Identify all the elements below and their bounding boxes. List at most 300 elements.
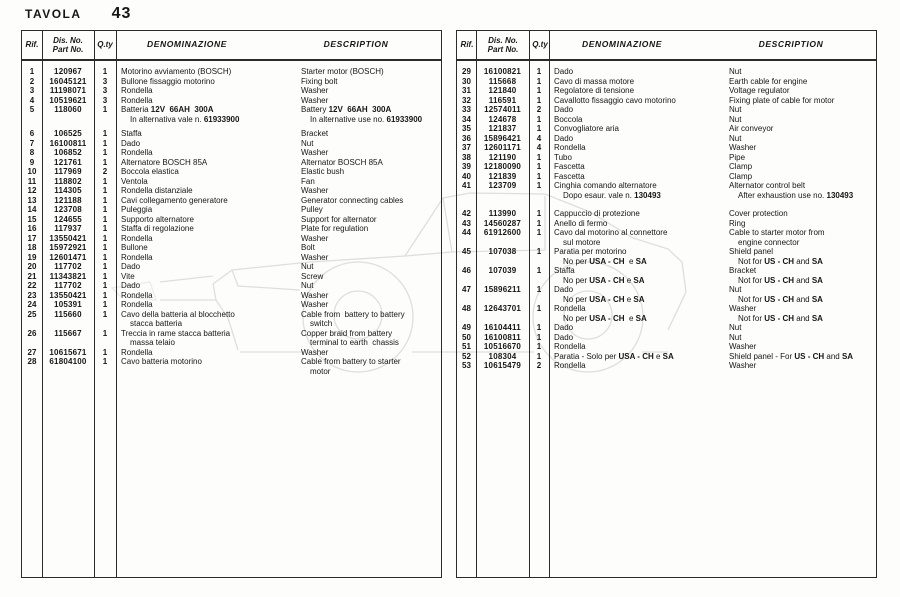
qty-cell: 1 (102, 129, 108, 138)
denominazione-cell (549, 96, 724, 106)
denominazione-cell (116, 177, 296, 187)
description-cell (296, 234, 441, 244)
description-cell (296, 215, 441, 225)
qty-cell: 1 (102, 243, 108, 252)
denominazione-cell (116, 96, 296, 106)
table-row (22, 105, 441, 124)
denominazione-line: In alternativa vale n. 61933900 (130, 114, 240, 124)
qty-cell: 1 (102, 205, 108, 214)
qty-cell: 1 (536, 171, 542, 181)
denominazione-line: Dado (554, 285, 574, 294)
denominazione-line: Bullone fissaggio motorino (121, 76, 215, 86)
ref-cell: 47 (462, 285, 471, 294)
table-row (22, 357, 441, 376)
denominazione-cell (549, 124, 724, 134)
denominazione-line: massa telaio (130, 338, 175, 347)
ref-cell: 49 (462, 323, 471, 332)
row-text (549, 86, 876, 96)
header-part-no-line: Part No. (487, 45, 519, 54)
ref-cell: 13 (27, 195, 37, 205)
denominazione-line: Dado (554, 133, 574, 143)
part-no-cell: 117937 (54, 224, 82, 233)
description-line: Nut (729, 323, 742, 332)
header-dis-no-line: Dis. No. (488, 36, 518, 45)
denominazione-line: Cinghia comando alternatore (554, 181, 657, 190)
ref-cell: 31 (462, 86, 471, 95)
description-line: Air conveyor (729, 124, 774, 133)
ref-cell: 9 (29, 157, 35, 167)
table-header-right (457, 31, 876, 61)
denominazione-line: Anello di fermo (554, 218, 608, 228)
part-no-cell: 124678 (488, 114, 517, 124)
qty-cell: 1 (102, 357, 108, 366)
part-no-cell: 10519621 (49, 95, 87, 105)
ref-cell: 24 (27, 300, 37, 309)
table-row (457, 124, 876, 134)
description-cell (296, 310, 441, 329)
description-line: Nut (729, 105, 742, 114)
table-row (457, 361, 876, 371)
table-row (457, 96, 876, 106)
description-cell (724, 304, 876, 323)
part-no-cell: 114305 (54, 186, 82, 195)
denominazione-cell (549, 219, 724, 229)
part-no-cell: 15972921 (49, 243, 87, 252)
table-row (22, 129, 441, 139)
denominazione-line: Tubo (554, 152, 572, 162)
denominazione-line: Paratia per motorino (554, 247, 627, 256)
part-no-cell: 123708 (54, 205, 82, 214)
denominazione-line: Rondella (121, 148, 153, 157)
denominazione-line: Cavo della batteria al blocchetto (121, 309, 235, 319)
part-no-cell: 117702 (54, 262, 82, 271)
qty-cell: 1 (102, 300, 108, 309)
part-no-cell: 121839 (488, 171, 517, 181)
denominazione-cell (549, 209, 724, 219)
row-text (116, 253, 441, 263)
description-cell (724, 153, 876, 163)
denominazione-cell (116, 357, 296, 367)
part-no-cell: 121837 (488, 124, 517, 133)
qty-cell: 2 (102, 167, 108, 176)
description-line: switch (310, 319, 333, 328)
ref-cell: 6 (29, 129, 35, 138)
description-cell (296, 167, 441, 177)
qty-cell: 4 (536, 133, 542, 143)
description-cell (296, 67, 441, 77)
row-text (549, 105, 876, 115)
denominazione-cell (116, 272, 296, 282)
description-line: Nut (729, 133, 742, 143)
denominazione-cell (549, 134, 724, 144)
qty-cell: 1 (536, 304, 542, 313)
description-cell (724, 181, 876, 200)
denominazione-cell (549, 105, 724, 115)
qty-cell: 2 (536, 361, 542, 370)
row-text (116, 177, 441, 187)
denominazione-line: Vite (121, 271, 135, 281)
denominazione-line: No per USA - CH e SA (563, 294, 645, 304)
denominazione-cell (116, 86, 296, 96)
description-cell (296, 96, 441, 106)
description-cell (724, 96, 876, 106)
denominazione-cell (116, 67, 296, 77)
row-text (116, 281, 441, 291)
table-row (22, 139, 441, 149)
part-no-cell: 105391 (54, 300, 82, 309)
ref-cell: 29 (462, 67, 471, 76)
ref-cell: 50 (462, 332, 471, 342)
part-no-cell: 61804100 (49, 357, 87, 366)
part-no-cell: 61912600 (483, 228, 522, 237)
row-text (116, 96, 441, 106)
description-cell (296, 329, 441, 348)
denominazione-cell (116, 129, 296, 139)
part-no-cell: 107038 (488, 247, 517, 256)
row-text (116, 196, 441, 206)
denominazione-cell (116, 186, 296, 196)
page-number: 43 (111, 5, 132, 22)
table-row (457, 342, 876, 352)
description-line: Elastic bush (301, 167, 345, 176)
denominazione-cell (549, 342, 724, 352)
denominazione-line: Dado (121, 138, 141, 148)
description-line: Nut (729, 285, 742, 294)
part-no-cell: 12180090 (483, 162, 522, 171)
description-cell (724, 228, 876, 247)
description-cell (296, 272, 441, 282)
denominazione-line: Alternatore BOSCH 85A (121, 157, 208, 167)
header-qty: Q.ty (532, 40, 548, 49)
description-cell (724, 134, 876, 144)
description-line: Copper braid from battery (301, 328, 393, 338)
description-line: Washer (301, 95, 329, 105)
qty-cell: 1 (536, 218, 542, 228)
denominazione-cell (549, 266, 724, 285)
denominazione-cell (116, 215, 296, 225)
description-line: Washer (301, 86, 329, 95)
qty-cell: 1 (102, 138, 108, 148)
description-line: Washer (729, 304, 757, 313)
description-line: Clamp (729, 171, 753, 181)
ref-cell: 15 (27, 214, 37, 224)
qty-cell: 1 (102, 309, 108, 319)
row-text (549, 124, 876, 134)
description-line: Nut (729, 332, 742, 342)
part-no-cell: 118060 (54, 105, 82, 114)
denominazione-line: Cavi collegamento generatore (121, 195, 228, 205)
denominazione-line: Dopo esaur. vale n. 130493 (563, 190, 661, 200)
denominazione-line: Batteria 12V 66AH 300A (121, 105, 214, 114)
description-line: Ring (729, 218, 746, 228)
row-text (116, 205, 441, 215)
denominazione-line: Rondella (121, 300, 153, 309)
qty-cell: 1 (102, 195, 108, 205)
denominazione-cell (116, 329, 296, 348)
denominazione-line: Regolatore di tensione (554, 86, 635, 95)
denominazione-cell (116, 253, 296, 263)
ref-cell: 25 (27, 309, 37, 319)
part-no-cell: 108304 (488, 351, 517, 361)
ref-cell: 22 (27, 281, 37, 290)
table-row (22, 281, 441, 291)
page-title: TAVOLA (25, 7, 82, 21)
qty-cell: 1 (536, 162, 542, 171)
ref-cell: 37 (462, 143, 471, 152)
part-no-cell: 16100811 (49, 138, 87, 148)
header-rif: Rif. (25, 40, 39, 49)
row-text (549, 247, 876, 266)
description-cell (724, 172, 876, 182)
ref-cell: 18 (27, 243, 37, 252)
ref-cell: 10 (27, 167, 37, 176)
ref-cell: 3 (29, 86, 35, 95)
description-line: Generator connecting cables (301, 195, 404, 205)
part-no-cell: 115660 (54, 309, 82, 319)
ref-cell: 52 (462, 351, 471, 361)
denominazione-line: Rondella (121, 86, 153, 95)
description-line: Support for alternator (301, 214, 377, 224)
qty-cell: 3 (102, 86, 108, 95)
denominazione-line: Bullone (121, 243, 148, 252)
part-no-cell: 121190 (488, 152, 517, 162)
table-row (22, 177, 441, 187)
description-cell (724, 361, 876, 371)
description-line: Fan (301, 176, 315, 186)
table-row (457, 105, 876, 115)
denominazione-line: Cavo di massa motore (554, 76, 635, 86)
description-cell (296, 196, 441, 206)
qty-cell: 1 (102, 281, 108, 290)
denominazione-cell (116, 77, 296, 87)
denominazione-line: Treccia in rame stacca batteria (121, 328, 231, 338)
qty-cell: 1 (536, 323, 542, 332)
ref-cell: 34 (462, 114, 471, 124)
denominazione-cell (549, 162, 724, 172)
table-row (22, 243, 441, 253)
denominazione-cell (116, 348, 296, 358)
qty-cell: 1 (536, 247, 542, 256)
table-row (22, 186, 441, 196)
description-cell (296, 281, 441, 291)
table-row (457, 153, 876, 163)
part-no-cell: 123709 (488, 181, 517, 190)
description-line: Washer (301, 186, 329, 195)
row-text (549, 67, 876, 77)
qty-cell: 3 (102, 76, 108, 86)
qty-cell: 1 (536, 342, 542, 351)
ref-cell: 40 (462, 171, 471, 181)
ref-cell: 32 (462, 95, 471, 105)
row-text (116, 67, 441, 77)
ref-cell: 38 (462, 152, 471, 162)
description-cell (724, 162, 876, 172)
description-line: Bolt (301, 243, 315, 252)
header-part-no (42, 36, 94, 54)
table-row (22, 205, 441, 215)
ref-cell: 20 (27, 262, 37, 271)
denominazione-cell (549, 352, 724, 362)
qty-cell: 1 (102, 67, 108, 76)
ref-cell: 36 (462, 133, 471, 143)
part-no-cell: 116591 (488, 95, 517, 105)
table-row (457, 77, 876, 87)
qty-cell: 1 (536, 285, 542, 294)
row-text (549, 219, 876, 229)
row-text (116, 224, 441, 234)
row-text (116, 186, 441, 196)
description-line: Nut (729, 114, 742, 124)
row-text (116, 158, 441, 168)
qty-cell: 1 (536, 332, 542, 342)
table-row (22, 300, 441, 310)
ref-cell: 21 (27, 271, 37, 281)
denominazione-cell (549, 247, 724, 266)
denominazione-line: Rondella (121, 347, 153, 357)
description-line: Not for US - CH and SA (738, 256, 823, 266)
description-cell (296, 177, 441, 187)
description-line: Pipe (729, 152, 746, 162)
description-line: Nut (301, 262, 314, 271)
part-no-cell: 124655 (54, 214, 82, 224)
description-cell (296, 139, 441, 149)
denominazione-line: Paratia - Solo per USA - CH e SA (554, 351, 674, 361)
qty-cell: 1 (102, 271, 108, 281)
denominazione-cell (116, 205, 296, 215)
part-no-cell: 121840 (488, 86, 517, 95)
part-no-cell: 16100811 (484, 332, 521, 342)
table-row (457, 172, 876, 182)
table-row (22, 148, 441, 158)
part-no-cell: 14560287 (483, 218, 522, 228)
qty-cell: 1 (102, 148, 108, 157)
part-no-cell: 107039 (488, 266, 517, 275)
qty-cell: 1 (536, 181, 542, 190)
denominazione-cell (116, 105, 296, 124)
description-line: After exhaustion use no. 130493 (738, 190, 854, 200)
row-text (116, 262, 441, 272)
table-row (22, 253, 441, 263)
qty-cell: 1 (536, 266, 542, 275)
description-cell (724, 105, 876, 115)
table-row (457, 228, 876, 247)
qty-cell: 4 (536, 143, 542, 152)
qty-cell: 1 (536, 76, 542, 86)
row-text (549, 172, 876, 182)
description-cell (296, 243, 441, 253)
denominazione-line: Rondella (121, 290, 153, 300)
qty-cell: 1 (102, 176, 108, 186)
denominazione-line: Dado (554, 67, 574, 76)
part-no-cell: 15896211 (484, 285, 521, 294)
row-text (549, 143, 876, 153)
qty-cell: 1 (102, 347, 108, 357)
ref-cell: 28 (27, 357, 37, 366)
description-line: Washer (729, 342, 757, 351)
denominazione-line: Dado (554, 323, 574, 332)
table-row (22, 96, 441, 106)
denominazione-line: Boccola (554, 114, 583, 124)
description-line: Nut (729, 67, 742, 76)
description-line: Not for US - CH and SA (738, 275, 823, 285)
description-cell (296, 186, 441, 196)
part-no-cell: 16100821 (483, 67, 522, 76)
part-no-cell: 13550421 (49, 233, 87, 243)
row-text (549, 352, 876, 362)
denominazione-line: Rondella (121, 252, 153, 262)
denominazione-cell (549, 285, 724, 304)
qty-cell: 1 (102, 214, 108, 224)
description-cell (296, 158, 441, 168)
table-row (457, 67, 876, 77)
part-no-cell: 121188 (54, 195, 82, 205)
qty-cell: 3 (102, 95, 108, 105)
table-row (457, 134, 876, 144)
description-line: Not for US - CH and SA (738, 294, 823, 304)
denominazione-cell (549, 361, 724, 371)
table-row (22, 291, 441, 301)
denominazione-line: Staffa di regolazione (121, 224, 194, 233)
description-line: Washer (301, 252, 329, 262)
description-cell (296, 300, 441, 310)
description-cell (724, 247, 876, 266)
table-row (22, 67, 441, 77)
qty-cell: 1 (536, 95, 542, 105)
denominazione-cell (116, 234, 296, 244)
denominazione-cell (116, 167, 296, 177)
header-part-no-line: Part No. (52, 45, 84, 54)
row-text (116, 272, 441, 282)
description-line: Cable from battery to starter (301, 357, 401, 366)
row-text (549, 285, 876, 304)
qty-cell: 1 (102, 233, 108, 243)
denominazione-cell (549, 67, 724, 77)
description-line: Shield panel - For US - CH and SA (729, 351, 854, 361)
part-no-cell: 11198071 (49, 86, 87, 95)
table-row (457, 352, 876, 362)
denominazione-line: Rondella (121, 95, 153, 105)
part-no-cell: 10516670 (483, 342, 522, 351)
description-cell (724, 333, 876, 343)
description-line: Washer (301, 347, 329, 357)
part-no-cell: 12574011 (484, 105, 521, 114)
denominazione-line: Cavo dal motorino al connettore (554, 228, 668, 237)
row-text (549, 342, 876, 352)
denominazione-cell (116, 148, 296, 158)
part-no-cell: 12601171 (484, 143, 521, 152)
denominazione-line: Cavo batteria motorino (121, 357, 202, 366)
denominazione-line: Supporto alternatore (121, 214, 194, 224)
ref-cell: 30 (462, 76, 471, 86)
part-no-cell: 12643701 (483, 304, 522, 313)
row-text (549, 266, 876, 285)
table-row (457, 247, 876, 266)
description-line: Washer (301, 233, 329, 243)
description-line: Washer (301, 290, 329, 300)
denominazione-line: Rondella distanziale (121, 186, 193, 195)
header-rif: Rif. (460, 40, 474, 49)
table-row (22, 224, 441, 234)
parts-table-left (21, 30, 442, 578)
row-text (116, 129, 441, 139)
header-description: DESCRIPTION (323, 39, 389, 49)
denominazione-line: Boccola elastica (121, 167, 179, 176)
table-body-left (22, 61, 441, 577)
description-cell (296, 205, 441, 215)
denominazione-cell (549, 153, 724, 163)
description-cell (296, 105, 441, 124)
description-line: Washer (729, 143, 757, 152)
